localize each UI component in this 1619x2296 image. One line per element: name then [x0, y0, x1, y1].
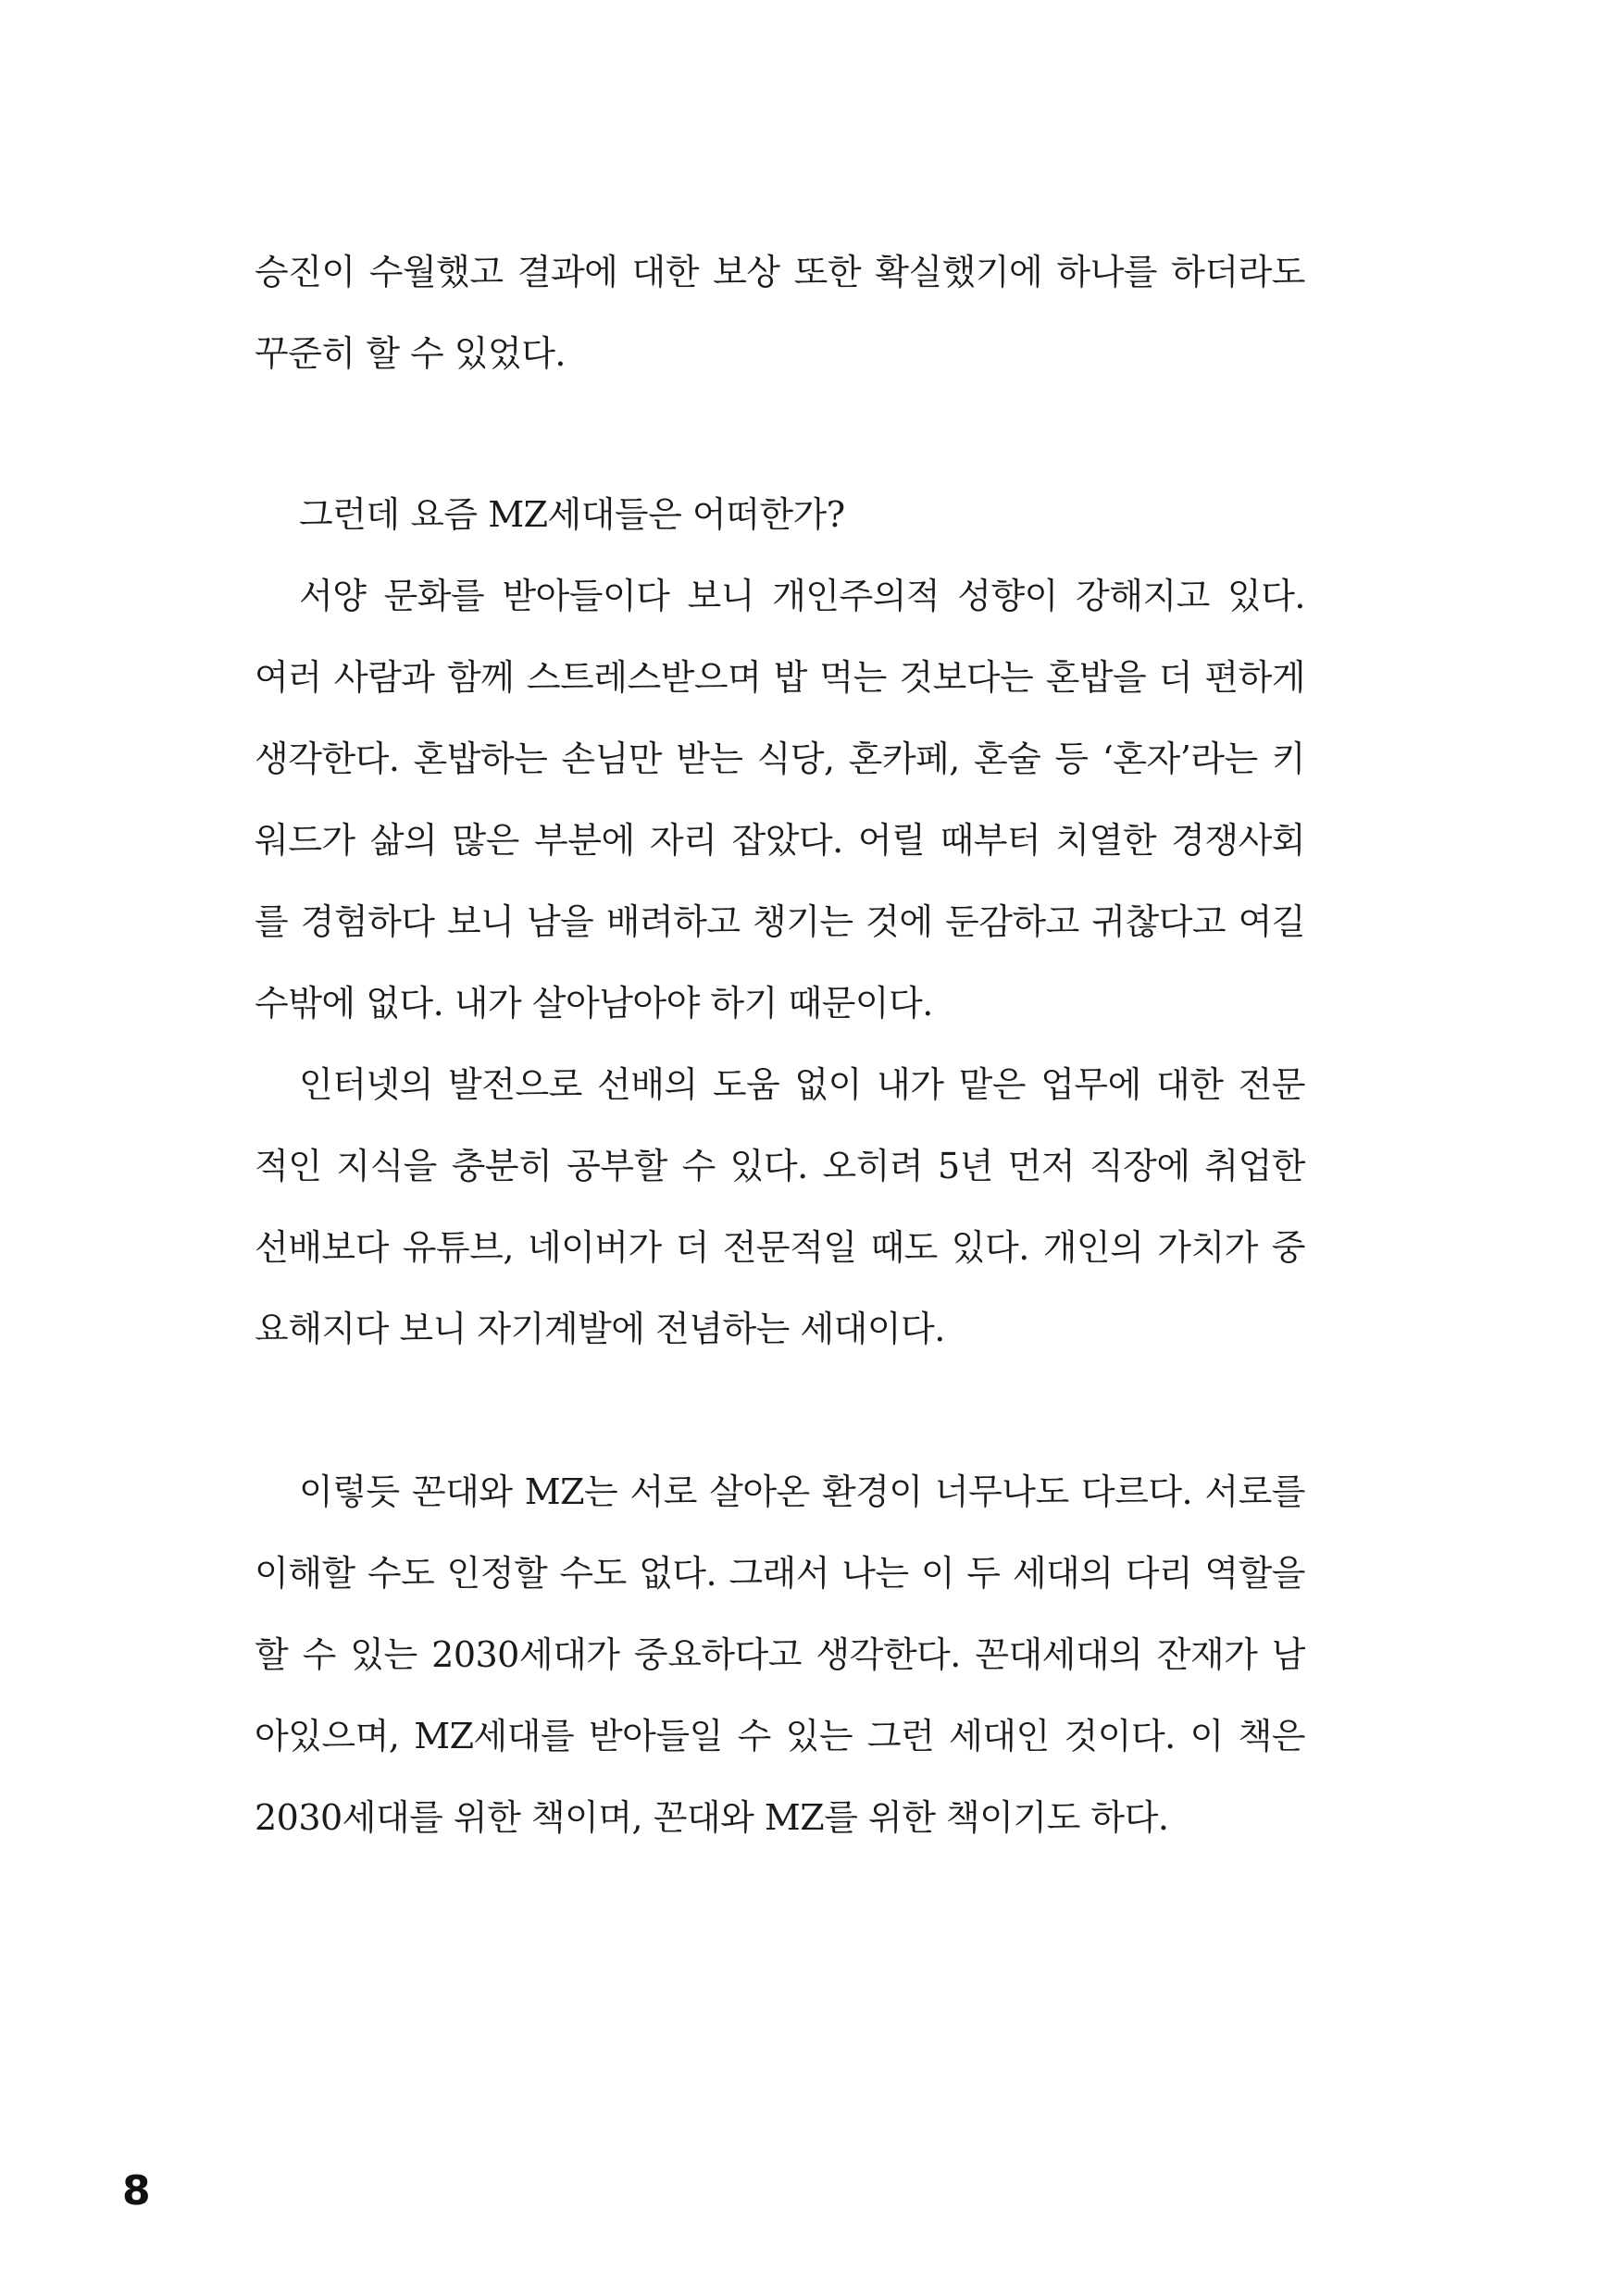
paragraph-5-line-1: 이렇듯 꼰대와 MZ는 서로 살아온 환경이 너무나도 다르다. 서로를	[299, 1471, 1305, 1512]
paragraph-5-line-3: 할 수 있는 2030세대가 중요하다고 생각한다. 꼰대세대의 잔재가 남	[255, 1634, 1305, 1675]
paragraph-4-line-3: 선배보다 유튜브, 네이버가 더 전문적일 때도 있다. 개인의 가치가 중	[255, 1227, 1305, 1268]
paragraph-3-line-5: 를 경험하다 보니 남을 배려하고 챙기는 것에 둔감하고 귀찮다고 여길	[255, 901, 1305, 942]
paragraph-3-line-6: 수밖에 없다. 내가 살아남아야 하기 때문이다.	[255, 983, 933, 1024]
paragraph-3-line-3: 생각한다. 혼밥하는 손님만 받는 식당, 혼카페, 혼술 등 ‘혼자’라는 키	[255, 738, 1305, 779]
paragraph-3-line-4: 워드가 삶의 많은 부분에 자리 잡았다. 어릴 때부터 치열한 경쟁사회	[255, 820, 1305, 861]
paragraph-4-line-1: 인터넷의 발전으로 선배의 도움 없이 내가 맡은 업무에 대한 전문	[299, 1064, 1305, 1105]
paragraph-5-line-2: 이해할 수도 인정할 수도 없다. 그래서 나는 이 두 세대의 다리 역할을	[255, 1553, 1305, 1594]
paragraph-4-line-4: 요해지다 보니 자기계발에 전념하는 세대이다.	[255, 1309, 945, 1349]
paragraph-1-line-2: 꾸준히 할 수 있었다.	[255, 333, 566, 374]
paragraph-4-line-2: 적인 지식을 충분히 공부할 수 있다. 오히려 5년 먼저 직장에 취업한	[255, 1146, 1305, 1186]
paragraph-5-line-5: 2030세대를 위한 책이며, 꼰대와 MZ를 위한 책이기도 하다.	[255, 1797, 1169, 1838]
paragraph-5-line-4: 아있으며, MZ세대를 받아들일 수 있는 그런 세대인 것이다. 이 책은	[255, 1716, 1305, 1756]
paragraph-3-line-1: 서양 문화를 받아들이다 보니 개인주의적 성향이 강해지고 있다.	[299, 576, 1305, 616]
page-number: 8	[122, 2167, 151, 2215]
paragraph-2-line-1: 그런데 요즘 MZ세대들은 어떠한가?	[299, 494, 845, 535]
paragraph-3-line-2: 여러 사람과 함께 스트레스받으며 밥 먹는 것보다는 혼밥을 더 편하게	[255, 657, 1305, 698]
paragraph-1-line-1: 승진이 수월했고 결과에 대한 보상 또한 확실했기에 하나를 하더라도	[255, 252, 1305, 292]
